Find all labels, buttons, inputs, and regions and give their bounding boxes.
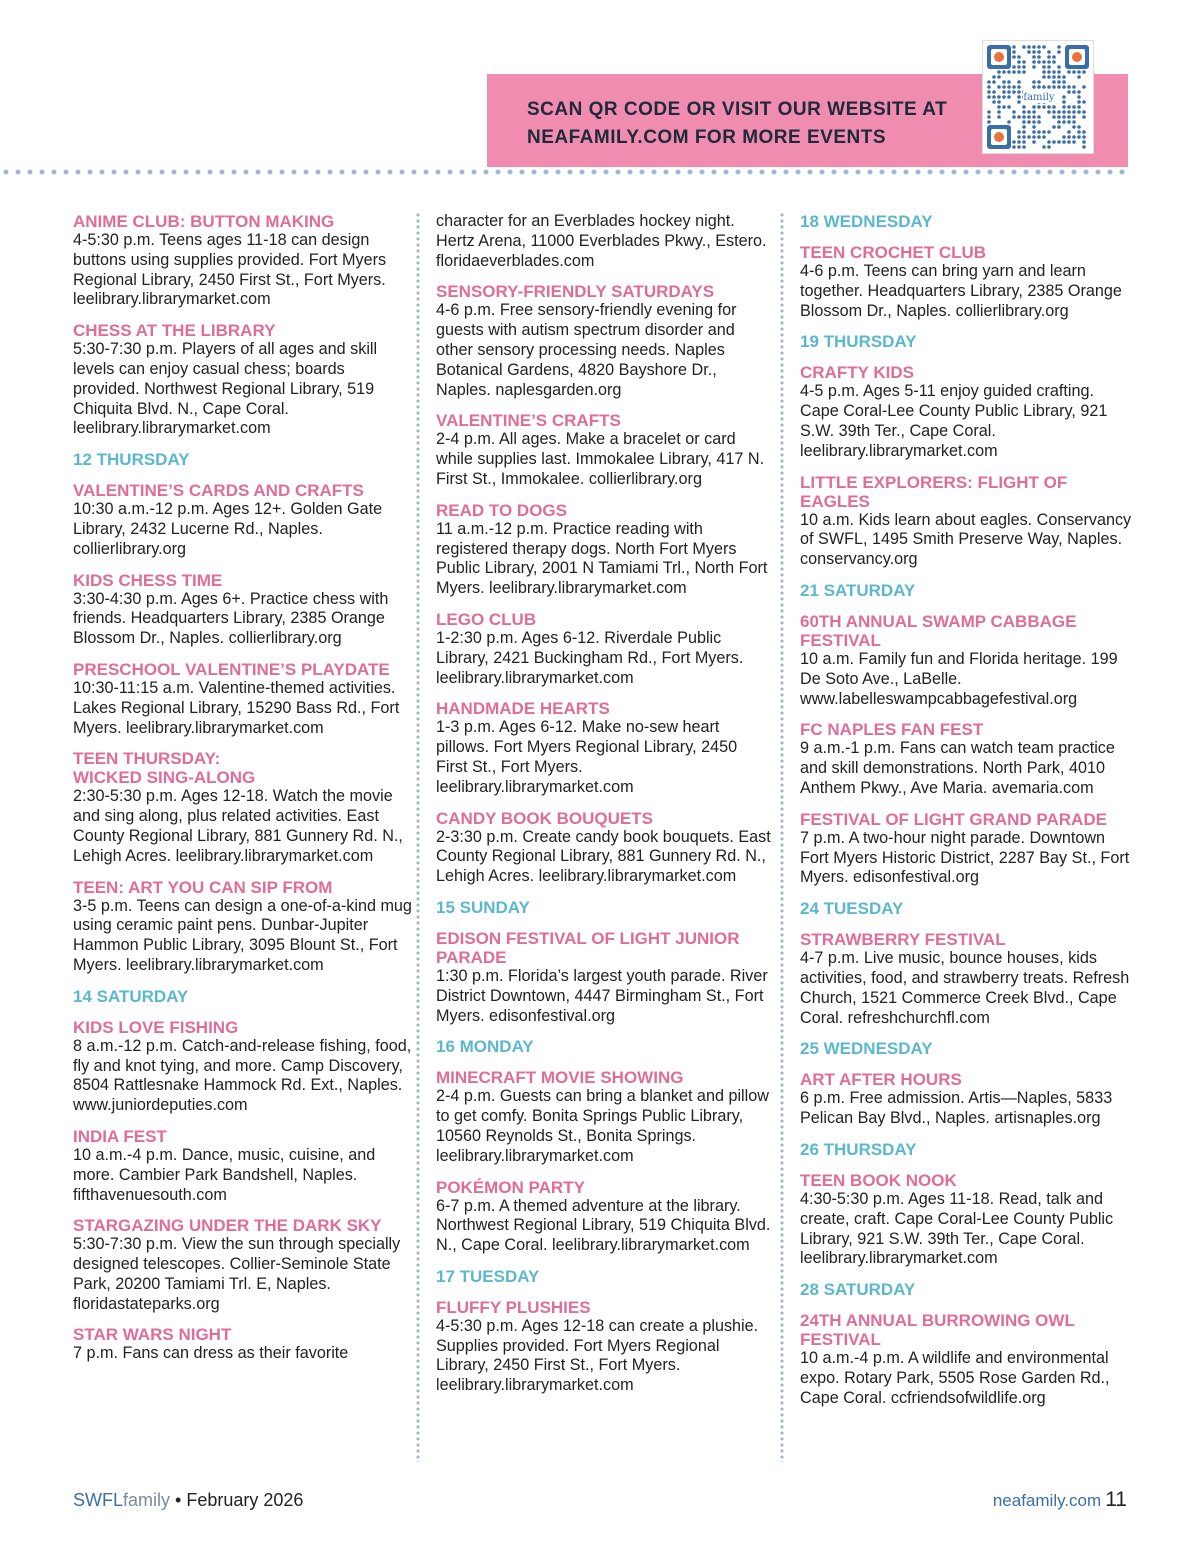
day-heading: 21 SATURDAY — [800, 580, 916, 600]
footer-brand-family: family — [123, 1490, 171, 1510]
event-listing — [436, 501, 771, 599]
event-title: CANDY BOOK BOUQUETS — [436, 808, 653, 828]
banner-line-2: NEAFAMILY.COM FOR MORE EVENTS — [527, 127, 886, 148]
event-listing — [800, 720, 1135, 798]
event-title: SENSORY-FRIENDLY SATURDAYS — [436, 282, 715, 302]
event-listing — [73, 1018, 413, 1116]
day-heading: 12 THURSDAY — [73, 450, 190, 470]
event-listing — [436, 929, 771, 1026]
event-title: HANDMADE HEARTS — [436, 699, 610, 719]
event-description: 10 a.m.-4 p.m. A wildlife and environmental expo. Rotary Park, 5505 Rose Garden Rd., Cape Coral. ccfriendsofwildlife.org — [800, 1349, 1110, 1407]
day-heading: 17 TUESDAY — [436, 1266, 540, 1286]
footer-issue-date: • February 2026 — [170, 1490, 304, 1510]
event-title: VALENTINE’S CARDS AND CRAFTS — [73, 481, 364, 501]
banner-text — [527, 96, 987, 152]
event-title: FESTIVAL OF LIGHT GRAND PARADE — [800, 809, 1107, 829]
event-title: TEEN CROCHET CLUB — [800, 243, 987, 262]
event-description: 4:30-5:30 p.m. Ages 11-18. Read, talk and create, craft. Cape Coral-Lee County Public Library, 921 S.W. 39th Ter., Cape Coral. leelibrary.librarymarket.com — [800, 1189, 1114, 1268]
event-listing — [436, 1068, 771, 1166]
event-description: 2-4 p.m. All ages. Make a bracelet or card while supplies last. Immokalee Library, 417 N. First St., Immokalee. collierlibrary.org — [436, 430, 765, 488]
event-title: STRAWBERRY FESTIVAL — [800, 930, 1006, 950]
event-description: 1:30 p.m. Florida’s largest youth parade. River District Downtown, 4447 Birmingham St., Fort Myers. edisonfestival.org — [436, 966, 768, 1025]
footer-site — [993, 1488, 1127, 1512]
event-listing — [800, 810, 1135, 888]
event-listing — [436, 212, 771, 271]
event-description: 4-5:30 p.m. Teens ages 11-18 can design buttons using supplies provided. Fort Myers Regional Library, 2450 First St., Fort Myers. leelibrary.librarymarket.com — [73, 231, 387, 309]
day-heading: 26 THURSDAY — [800, 1139, 917, 1159]
event-description: 3:30-4:30 p.m. Ages 6+. Practice chess with friends. Headquarters Library, 2385 Orange Blossom Dr., Naples. collierlibrary.org — [73, 589, 389, 648]
events-column-2 — [436, 212, 771, 1407]
event-description: 9 a.m.-1 p.m. Fans can watch team practice and skill demonstrations. North Park, 4010 Anthem Pkwy., Ave Maria. avemaria.com — [800, 739, 1115, 797]
event-title: EDISON FESTIVAL OF LIGHT JUNIOR PARADE — [436, 928, 740, 967]
footer-site-link[interactable]: neafamily.com — [992, 1491, 1102, 1510]
event-listing — [73, 1127, 413, 1205]
event-title: LEGO CLUB — [436, 609, 537, 629]
event-listing — [800, 1070, 1135, 1129]
event-description: 7 p.m. A two-hour night parade. Downtown Fort Myers Historic District, 2287 Bay St., Fort Myers. edisonfestival.org — [800, 828, 1130, 887]
event-title: MINECRAFT MOVIE SHOWING — [436, 1068, 684, 1088]
event-description: character for an Everblades hockey night. Hertz Arena, 11000 Everblades Pkwy., Estero. floridaeverblades.com — [436, 212, 767, 270]
events-column-3 — [800, 212, 1135, 1420]
event-description: 4-6 p.m. Free sensory-friendly evening for guests with autism spectrum disorder and other sensory processing needs. Naples Botanical Gardens, 4820 Bayshore Dr., Naples. naplesgarden.org — [436, 301, 737, 399]
event-listing — [73, 749, 413, 866]
event-description: 5:30-7:30 p.m. View the sun through specially designed telescopes. Collier-Seminole State Park, 20200 Tamiami Trl. E, Naples. floridastateparks.org — [73, 1235, 401, 1313]
event-description: 4-5:30 p.m. Ages 12-18 can create a plushie. Supplies provided. Fort Myers Regional Library, 2450 First St., Fort Myers. leelibrary.librarymarket.com — [436, 1316, 759, 1395]
event-title: INDIA FEST — [73, 1126, 167, 1146]
event-description: 2-3:30 p.m. Create candy book bouquets. East County Regional Library, 881 Gunnery Rd. N., Lehigh Acres. leelibrary.librarymarket.com — [436, 827, 771, 886]
qr-label: family — [1023, 92, 1055, 103]
event-description: 11 a.m.-12 p.m. Practice reading with registered therapy dogs. North Fort Myers Public Library, 2001 N Tamiami Trl., North Fort Myers. leelibrary.librarymarket.com — [436, 519, 768, 598]
event-listing — [73, 321, 413, 439]
event-listing — [436, 282, 771, 400]
event-listing — [73, 481, 413, 559]
event-title: CHESS AT THE LIBRARY — [73, 321, 276, 341]
event-title: 24TH ANNUAL BURROWING OWL FESTIVAL — [800, 1311, 1075, 1350]
event-listing — [73, 660, 413, 738]
event-description: 3-5 p.m. Teens can design a one-of-a-kind mug using ceramic paint pens. Dunbar-Jupiter Hammon Public Library, 3095 Blount St., Fort Myers. leelibrary.librarymarket.com — [73, 896, 412, 974]
column-divider — [780, 212, 784, 1462]
event-description: 4-7 p.m. Live music, bounce houses, kids activities, food, and strawberry treats. Refresh Church, 1521 Commerce Creek Blvd., Cape Coral. refreshchurchfl.com — [800, 949, 1130, 1027]
event-listing — [800, 473, 1135, 570]
dotted-divider — [0, 168, 1130, 176]
event-title: TEEN THURSDAY: WICKED SING-ALONG — [73, 749, 256, 788]
day-heading: 14 SATURDAY — [73, 986, 189, 1006]
event-listing — [436, 1178, 771, 1256]
event-title: KIDS CHESS TIME — [73, 570, 223, 590]
footer-issue — [73, 1490, 303, 1511]
event-listing — [800, 930, 1135, 1028]
event-title: PRESCHOOL VALENTINE’S PLAYDATE — [73, 659, 390, 679]
banner-line-1: SCAN QR CODE OR VISIT OUR WEBSITE AT — [527, 99, 948, 120]
day-heading: 16 MONDAY — [436, 1037, 534, 1057]
event-listing — [73, 1216, 413, 1314]
event-listing — [436, 699, 771, 797]
event-description: 1-3 p.m. Ages 6-12. Make no-sew heart pillows. Fort Myers Regional Library, 2450 First St., Fort Myers. leelibrary.librarymarket.com — [436, 718, 738, 796]
event-description: 10 a.m. Family fun and Florida heritage. 199 De Soto Ave., LaBelle. www.labelleswampcabbagefestival.org — [800, 649, 1118, 708]
event-title: 60TH ANNUAL SWAMP CABBAGE FESTIVAL — [800, 611, 1077, 650]
event-listing — [800, 243, 1135, 321]
event-listing — [436, 1298, 771, 1396]
events-column-1 — [73, 212, 413, 1375]
day-heading: 25 WEDNESDAY — [800, 1039, 933, 1059]
event-listing — [436, 411, 771, 489]
event-title: LITTLE EXPLORERS: FLIGHT OF EAGLES — [800, 472, 1068, 511]
day-heading: 28 SATURDAY — [800, 1280, 916, 1300]
event-title: ART AFTER HOURS — [800, 1070, 962, 1090]
day-heading: 18 WEDNESDAY — [800, 212, 933, 231]
event-title: READ TO DOGS — [436, 500, 567, 520]
qr-code-icon[interactable] — [982, 40, 1094, 154]
footer-brand-swfl: SWFL — [73, 1490, 124, 1510]
day-heading: 19 THURSDAY — [800, 332, 917, 352]
event-title: KIDS LOVE FISHING — [73, 1017, 239, 1037]
event-listing — [73, 212, 413, 310]
event-description: 10 a.m.-4 p.m. Dance, music, cuisine, and more. Cambier Park Bandshell, Naples. fifthavenuesouth.com — [73, 1145, 376, 1204]
event-listing — [800, 363, 1135, 461]
event-title: POKÉMON PARTY — [436, 1177, 585, 1197]
event-listing — [800, 1171, 1135, 1269]
event-description: 7 p.m. Fans can dress as their favorite — [73, 1344, 349, 1363]
event-description: 10 a.m. Kids learn about eagles. Conservancy of SWFL, 1495 Smith Preserve Way, Naples. conservancy.org — [800, 510, 1132, 569]
event-description: 8 a.m.-12 p.m. Catch-and-release fishing, food, fly and knot tying, and more. Camp Discovery, 8504 Rattlesnake Hammock Rd. Ext., Naples. www.juniordeputies.com — [73, 1036, 412, 1115]
event-title: TEEN: ART YOU CAN SIP FROM — [73, 877, 333, 897]
event-listing — [73, 571, 413, 649]
event-description: 1-2:30 p.m. Ages 6-12. Riverdale Public Library, 2421 Buckingham Rd., Fort Myers. leelibrary.librarymarket.com — [436, 628, 744, 687]
column-divider — [416, 212, 420, 1462]
event-title: ANIME CLUB: BUTTON MAKING — [73, 212, 335, 231]
event-description: 2:30-5:30 p.m. Ages 12-18. Watch the movie and sing along, plus related activities. East County Regional Library, 881 Gunnery Rd. N., Lehigh Acres. leelibrary.librarymarket.com — [73, 787, 403, 865]
event-listing — [800, 1311, 1135, 1408]
event-description: 5:30-7:30 p.m. Players of all ages and skill levels can enjoy casual chess; boards provided. Northwest Regional Library, 519 Chiquita Blvd. N., Cape Coral. leelibrary.librarymarket.com — [73, 340, 378, 438]
event-listing — [800, 612, 1135, 709]
event-listing — [436, 809, 771, 887]
event-description: 4-6 p.m. Teens can bring yarn and learn together. Headquarters Library, 2385 Orange Blossom Dr., Naples. collierlibrary.org — [800, 262, 1122, 320]
event-description: 10:30-11:15 a.m. Valentine-themed activities. Lakes Regional Library, 15290 Bass Rd., Fort Myers. leelibrary.librarymarket.com — [73, 678, 400, 737]
event-title: VALENTINE’S CRAFTS — [436, 411, 621, 431]
event-title: FLUFFY PLUSHIES — [436, 1297, 591, 1317]
event-title: STAR WARS NIGHT — [73, 1325, 232, 1345]
event-description: 4-5 p.m. Ages 5-11 enjoy guided crafting. Cape Coral-Lee County Public Library, 921 S.W. 39th Ter., Cape Coral. leelibrary.librarymarket.com — [800, 382, 1108, 460]
event-title: CRAFTY KIDS — [800, 363, 914, 383]
page-number: 11 — [1105, 1488, 1127, 1511]
event-description: 2-4 p.m. Guests can bring a blanket and pillow to get comfy. Bonita Springs Public Library, 10560 Reynolds St., Bonita Springs. leelibrary.librarymarket.com — [436, 1087, 769, 1165]
day-heading: 24 TUESDAY — [800, 899, 904, 919]
event-listing — [73, 1325, 413, 1364]
event-description: 10:30 a.m.-12 p.m. Ages 12+. Golden Gate Library, 2432 Lucerne Rd., Naples. collierlibrary.org — [73, 500, 383, 558]
event-listing — [436, 610, 771, 688]
event-description: 6 p.m. Free admission. Artis—Naples, 5833 Pelican Bay Blvd., Naples. artisnaples.org — [800, 1089, 1113, 1128]
event-title: TEEN BOOK NOOK — [800, 1170, 957, 1190]
event-title: FC NAPLES FAN FEST — [800, 720, 984, 740]
event-description: 6-7 p.m. A themed adventure at the library. Northwest Regional Library, 519 Chiquita Blvd. N., Cape Coral. leelibrary.librarymarket.com — [436, 1196, 771, 1255]
day-heading: 15 SUNDAY — [436, 897, 530, 917]
event-listing — [73, 878, 413, 976]
event-title: STARGAZING UNDER THE DARK SKY — [73, 1216, 382, 1236]
